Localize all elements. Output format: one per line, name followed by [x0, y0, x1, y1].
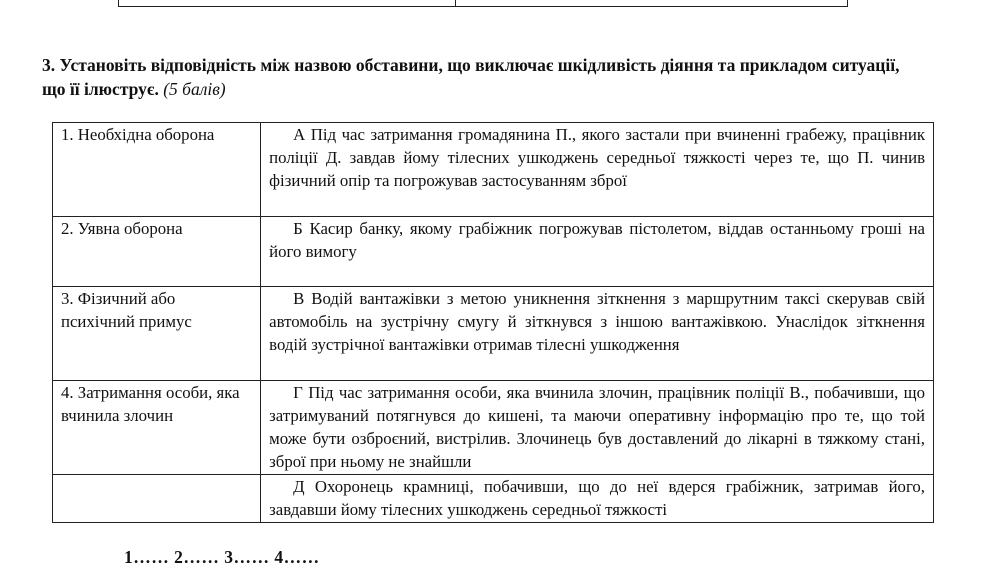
example-cell: Д Охоронець крамниці, побачивши, що до неї вдерся грабіжник, затримав його, завдавши йому тілесних ушкоджень середньої тяжкості: [261, 475, 934, 523]
example-cell: Б Касир банку, якому грабіжник погрожував пістолетом, віддав останньому гроші на його вимогу: [261, 217, 934, 287]
previous-table-divider: [455, 0, 456, 6]
question-heading: [42, 53, 922, 101]
example-cell: А Під час затримання громадянина П., якого застали при вчиненні грабежу, працівник поліції Д. завдав йому тілесних ушкоджень середньої тяжкості через те, що П. чинив фізичний опір та погрожував застосуванням зброї: [261, 123, 934, 217]
circumstance-cell: 4. Затримання особи, яка вчинила злочин: [53, 381, 261, 475]
circumstance-cell: 2. Уявна оборона: [53, 217, 261, 287]
previous-table-fragment: [118, 0, 848, 7]
matching-table: [52, 122, 934, 523]
table-row: [53, 217, 934, 287]
example-cell: Г Під час затримання особи, яка вчинила злочин, працівник поліції В., побачивши, що затримуваний потягнувся до кишені, та маючи оперативну інформацію про те, що той може бути озброєний, вистрілив. Злочинець був доставлений до лікарні в тяжкому стані, зброї при ньому не знайшли: [261, 381, 934, 475]
example-cell: В Водій вантажівки з метою уникнення зіткнення з маршрутним таксі скерував свій автомобіль на зустрічну смугу й зіткнувся з іншою вантажівкою. Унаслідок зіткнення водій зустрічної вантажівки отримав тілесні ушкодження: [261, 287, 934, 381]
circumstance-cell: 3. Фізичний або психічний примус: [53, 287, 261, 381]
table-row: [53, 381, 934, 475]
table-row: [53, 123, 934, 217]
circumstance-cell: 1. Необхідна оборона: [53, 123, 261, 217]
table-row: [53, 475, 934, 523]
question-text: 3. Установіть відповідність між назвою обставини, що виключає шкідливість діяння та прикладом ситуації, що її ілюструє.: [42, 55, 900, 99]
question-points: (5 балів): [163, 79, 226, 99]
circumstance-cell: [53, 475, 261, 523]
table-row: [53, 287, 934, 381]
answer-line[interactable]: 1…… 2…… 3…… 4……: [124, 547, 320, 567]
